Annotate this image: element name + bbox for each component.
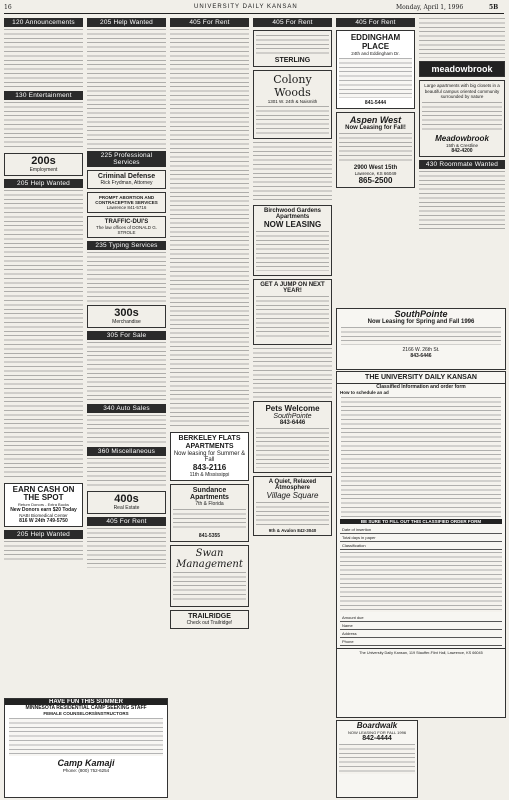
form-field[interactable]: Name: [340, 622, 502, 630]
sterling-details: [256, 35, 329, 55]
employment-banner: [4, 153, 83, 176]
birchwood-ad: [253, 205, 332, 276]
listing-text: [170, 29, 249, 429]
listing-text: [419, 18, 505, 58]
trail-title: TRAILRIDGE: [188, 613, 231, 620]
pets-welcome-ad: [253, 401, 332, 473]
listing-text: [4, 29, 83, 89]
issue-date: Monday, April 1, 1996: [396, 4, 464, 11]
listing-text: [419, 171, 505, 231]
getjump-title: GET A JUMP ON NEXT YEAR!: [260, 282, 325, 294]
form-title: BE SURE TO FILL OUT THIS CLASSIFIED ORDER FORM: [340, 519, 502, 524]
meadow-sub: Large apartments with big closets in a beautiful campus oriented community surrounded by nature: [424, 83, 500, 99]
meadowbrook-ad: [419, 61, 505, 77]
nabi-ad: [4, 483, 83, 527]
section-header: 405 For Rent: [253, 18, 332, 27]
aspen-west-ad: [336, 112, 415, 188]
section-header: 360 Miscellaneous: [87, 447, 166, 456]
village-details: [256, 502, 329, 526]
employment-subtitle: Employment: [29, 167, 58, 173]
listing-text: [87, 458, 166, 488]
sundance-sub: 7th & Florida: [195, 501, 224, 507]
birch-details: [256, 231, 329, 271]
birch-sub: NOW LEASING: [263, 220, 322, 229]
section-header: 205 Help Wanted: [4, 530, 83, 539]
listing-text: [87, 415, 166, 445]
earn-line: New Donors earn $20 Today: [10, 507, 77, 513]
berkeley-title: BERKELEY FLATS APARTMENTS: [178, 435, 241, 450]
sp-line: Now Leasing for Spring and Fall 1996: [367, 319, 475, 325]
form-field[interactable]: Total days in paper: [340, 534, 502, 542]
sundance-ad: [170, 484, 249, 542]
classified-order-form: [336, 371, 506, 718]
southpointe-phone: 843-6446: [279, 420, 306, 426]
section-header: 405 For Rent: [87, 517, 166, 526]
column-4: [253, 16, 332, 796]
classified-footer: The University Daily Kansan, 119 Stauffer-Flint Hall, Lawrence, KS 66045: [337, 648, 505, 655]
sp-phone: 843-6446: [410, 353, 432, 359]
berkeley-addr: 11th & Mississippi: [189, 472, 230, 478]
classified-title: THE UNIVERSITY DAILY KANSAN: [337, 372, 505, 384]
aspen-phone: 865-2500: [358, 176, 393, 185]
earn-title: EARN CASH ON THE SPOT: [12, 485, 75, 502]
aspen-sub: Now Leasing for Fall!: [345, 125, 406, 131]
section-header: 235 Typing Services: [87, 241, 166, 250]
criminal-title: Criminal Defense: [97, 173, 156, 180]
colony-title: Colony Woods: [273, 73, 312, 99]
aspen-addr: 2900 West 15th: [353, 165, 398, 171]
southpointe-banner: [336, 308, 506, 370]
prompt-title: PROMPT ABORTION AND CONTRACEPTIVE SERVICES: [95, 195, 158, 205]
re-title: 400s: [114, 493, 139, 505]
colony-woods-ad: [253, 70, 332, 139]
berkeley-line: Now leasing for Summer & Fall: [173, 451, 246, 463]
page-number-right: 5B: [489, 4, 499, 11]
criminal-name: Rick Frydman, Attorney: [100, 180, 153, 186]
classified-sub: Classified Information and order form: [376, 384, 466, 390]
merch-title: 300s: [114, 307, 139, 319]
colony-addr: 1301 W. 24th & Naismith: [267, 99, 318, 104]
swan-details: [173, 572, 246, 602]
eddingham-ad: [336, 30, 415, 109]
section-header: 205 Help Wanted: [87, 18, 166, 27]
boardwalk-sub: NOW LEASING FOR FALL 1996: [347, 730, 407, 735]
traffic-title: TRAFFIC-DUI'S: [104, 219, 149, 225]
berkeley-ad: [170, 432, 249, 481]
traffic-sub: The law offices of DONALD G. STROLE: [96, 225, 157, 235]
page-number-left: 16: [4, 4, 12, 11]
masthead-title: UNIVERSITY DAILY KANSAN: [194, 4, 298, 10]
listing-text: [4, 102, 83, 150]
prompt-line: Lawrence 841-5716: [106, 205, 147, 210]
pets-details: [256, 428, 329, 468]
criminal-defense-ad: [87, 170, 166, 189]
re-subtitle: Real Estate: [113, 505, 140, 511]
real-estate-banner: [87, 491, 166, 514]
prompt-ad: [87, 192, 166, 213]
section-header: 225 Professional Services: [87, 151, 166, 167]
classified-rules: [341, 397, 501, 517]
sp-logo: SouthPointe: [394, 309, 448, 319]
meadow-amenities: [422, 102, 502, 132]
listing-text: [87, 252, 166, 302]
boardwalk-ad: [336, 720, 418, 798]
aspen-city: Lawrence, KS 66049: [354, 171, 397, 176]
merch-subtitle: Merchandise: [112, 319, 141, 325]
listing-text: [253, 348, 332, 398]
camp-sub: MINNESOTA RESIDENTIAL CAMP SEEKING STAFF: [25, 705, 147, 711]
sterling-ad: [253, 30, 332, 67]
section-header: 305 For Sale: [87, 331, 166, 340]
camp-line: FEMALE COUNSELORS/INSTRUCTORS: [43, 711, 129, 716]
section-header: 120 Announcements: [4, 18, 83, 27]
listing-text: [87, 342, 166, 402]
boardwalk-phone: 842-4444: [362, 735, 392, 742]
ad-copy-grid: [340, 552, 502, 612]
meadowbrook-details: [419, 80, 505, 157]
form-field[interactable]: Date of insertion: [340, 526, 502, 534]
column-3: [170, 16, 249, 796]
listing-text: [4, 190, 83, 480]
traffic-ad: [87, 216, 166, 238]
meadow2: Meadowbrook: [435, 133, 489, 143]
village-square-ad: [253, 476, 332, 536]
meadow-title: meadowbrook: [431, 64, 493, 74]
listing-text: [4, 541, 83, 561]
swan-title: Swan Management: [176, 548, 243, 570]
howto: How to schedule an ad: [340, 390, 389, 395]
berkeley-phone: 843-2116: [192, 463, 227, 472]
column-1: [4, 16, 83, 796]
column-5: [336, 16, 415, 306]
village-title: Village Square: [266, 491, 319, 500]
section-header: 430 Roommate Wanted: [419, 160, 505, 169]
trailridge-ad: [170, 610, 249, 629]
form-field[interactable]: Address: [340, 630, 502, 638]
getjump-details: [256, 296, 329, 340]
form-field[interactable]: Phone: [340, 638, 502, 646]
sp-addr: 2166 W. 26th St.: [402, 347, 440, 353]
earn-phone: 816 W 24th 749-5750: [19, 518, 68, 524]
sterling-title: STERLING: [274, 57, 311, 64]
form-field[interactable]: Amount due: [340, 614, 502, 622]
page-header: [4, 3, 504, 14]
earn-sub: Return Donors - Extra Bucks: [18, 502, 69, 507]
boardwalk-title: Boardwalk: [356, 721, 398, 730]
camp-title: HAVE FUN THIS SUMMER: [5, 699, 167, 705]
trail-sub: Check out Trailridge!: [186, 620, 233, 626]
quiet-title: A Quiet, Relaxed Atmosphere: [268, 479, 317, 491]
listing-text: [87, 29, 166, 149]
camp-kamaji-ad: [4, 698, 168, 798]
form-fields: [340, 526, 502, 646]
sp-details: [341, 327, 501, 345]
edd-addr: 24th and Eddingham Dr.: [351, 51, 400, 56]
edd-details: [339, 58, 412, 98]
meadow-phone: 842-4200: [451, 147, 473, 154]
swan-ad: [170, 545, 249, 607]
section-header: 340 Auto Sales: [87, 404, 166, 413]
kvm-phone: 841-5444: [364, 100, 387, 106]
camp-positions: [9, 718, 163, 756]
camp-name: Camp Kamaji: [57, 758, 115, 768]
aspen-details: [339, 133, 412, 163]
camp-phone: Phone: (800) 752-6254: [62, 768, 110, 773]
birch-title: Birchwood Gardens Apartments: [263, 208, 321, 220]
merchandise-banner: [87, 305, 166, 328]
column-6: [419, 16, 505, 306]
column-2: [87, 16, 166, 796]
listing-text: [87, 528, 166, 568]
section-header: 405 For Rent: [170, 18, 249, 27]
sundance-title: Sundance Apartments: [190, 487, 229, 501]
employment-title: 200s: [31, 155, 56, 167]
section-header: 405 For Rent: [336, 18, 415, 27]
sundance-details: [173, 509, 246, 531]
get-jump-ad: [253, 279, 332, 345]
southpointe-logo: SouthPointe: [273, 413, 312, 420]
earn-org: NABI Biomedical Center: [19, 513, 68, 518]
pets-title: Pets Welcome: [265, 404, 320, 413]
village-addr: 9th & Avalon 842-3040: [268, 528, 317, 533]
form-field[interactable]: Classification: [340, 542, 502, 550]
boardwalk-details: [339, 744, 415, 774]
meadow-addr: 15th & Crestline: [445, 142, 479, 148]
sundance-phone: 841-5355: [198, 533, 221, 539]
listing-text: [253, 142, 332, 202]
aspen-title: Aspen West: [349, 115, 402, 125]
edd-title: EDDINGHAM PLACE: [350, 33, 401, 51]
colony-details: [256, 106, 329, 134]
section-header: 205 Help Wanted: [4, 179, 83, 188]
section-header: 130 Entertainment: [4, 91, 83, 100]
